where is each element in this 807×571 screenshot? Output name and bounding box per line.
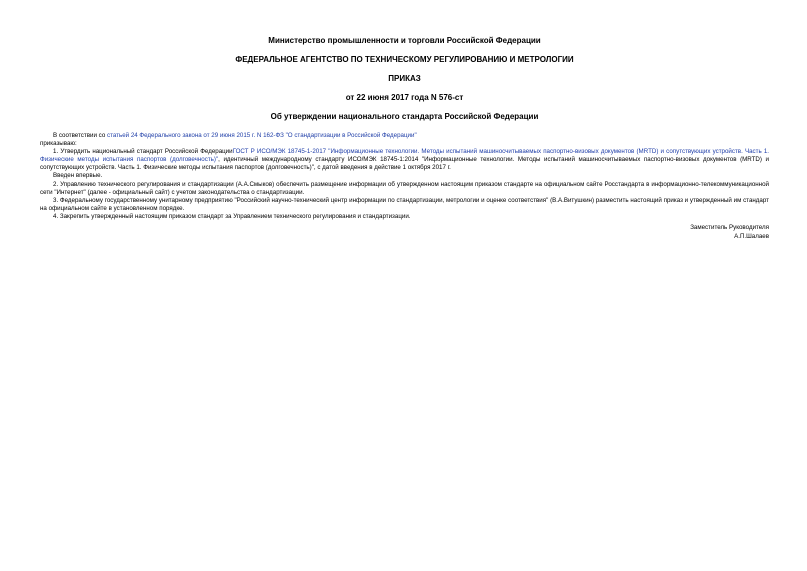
document-page xyxy=(40,36,769,241)
signature-block xyxy=(40,223,769,241)
item-3-paragraph: 3. Федеральному государственному унитарному предприятию "Российский научно-технический центр информации по стандартизации, метрологии и оценке соответствия" (В.А.Витушкин) разместить настоящий приказ и утвержденный им стандарт на официальном сайте в установленном порядке. xyxy=(40,196,769,212)
item-1-text-after: , идентичный международному стандарту ИСО/МЭК 18745-1:2014 "Информационные технологии. Методы испытаний машиносчитываемых паспортно-визовых документов (MRTD) и сопутствующих устройств. Часть 1. Физические методы испытания паспортов (долговечность)", с датой введения в действие 1 октября 2017 г. xyxy=(40,156,770,172)
item-2-paragraph: 2. Управлению технического регулирования и стандартизации (А.А.Смыков) обеспечить размещение информации об утвержденном настоящим приказом стандарте на официальном сайте Росстандарта в информационно-телекоммуникационной сети "Интернет" (далее - официальный сайт) с учетом законодательства о стандартизации. xyxy=(40,180,769,196)
preamble-text: В соответствии со xyxy=(53,132,107,139)
item-1-paragraph xyxy=(40,148,769,172)
preamble-paragraph xyxy=(40,132,769,140)
agency-title: ФЕДЕРАЛЬНОЕ АГЕНТСТВО ПО ТЕХНИЧЕСКОМУ РЕГУЛИРОВАНИЮ И МЕТРОЛОГИИ xyxy=(235,55,574,64)
doc-type-title: ПРИКАЗ xyxy=(388,74,421,83)
item-4-paragraph: 4. Закрепить утвержденный настоящим приказом стандарт за Управлением технического регулирования и стандартизации. xyxy=(53,212,411,220)
order-word: приказываю: xyxy=(40,140,77,148)
doc-subject: Об утверждении национального стандарта Российской Федерации xyxy=(270,112,539,121)
federal-law-link[interactable]: статьей 24 Федерального закона от 29 июня 2015 г. N 162-ФЗ "О стандартизации в Российской Федерации" xyxy=(106,132,417,139)
signature-title: Заместитель Руководителя xyxy=(690,224,769,232)
item-1-text: 1. Утвердить национальный стандарт Российской Федерации xyxy=(53,148,233,156)
doc-date-number: от 22 июня 2017 года N 576-ст xyxy=(345,93,464,102)
gost-standard-link[interactable]: ГОСТ Р ИСО/МЭК 18745-1-2017 "Информационные технологии. Методы испытаний машиносчитываемых паспортно-визовых документов (MRTD) и сопутствующих устройств. Часть 1. Физические методы испытания паспортов (долговечность)" xyxy=(40,148,770,164)
introduced-note: Введен впервые. xyxy=(53,172,103,180)
ministry-title: Министерство промышленности и торговли Российской Федерации xyxy=(268,36,541,45)
document-body xyxy=(40,132,769,221)
signature-name: А.П.Шалаев xyxy=(734,233,769,241)
